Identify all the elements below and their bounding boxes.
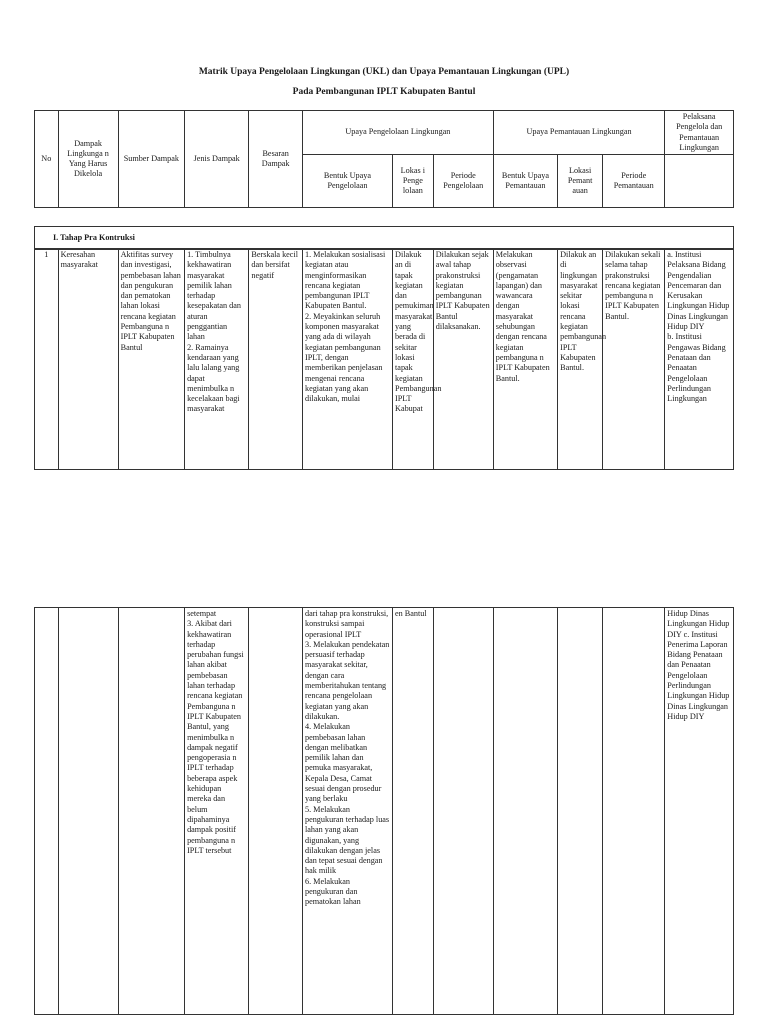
header-bentuk-pemantauan: Bentuk Upaya Pemantauan [493,155,557,208]
header-pelaksana-blank [665,155,734,208]
cell-lokasi-pengelolaan: en Bantul [393,608,434,1015]
header-bentuk-pengelolaan: Bentuk Upaya Pengelolaan [302,155,392,208]
table-row [35,249,734,470]
cell-periode-pengelolaan: Dilakukan sejak awal tahap prakonstruksi kegiatan pembangunan IPLT Kabupaten Bantul dilaksanakan. [433,249,493,470]
cell-jenis-dampak: 1. Timbulnya kekhawatiran masyarakat pemilik lahan terhadap kesepakatan dan aturan penggantian lahan 2. Ramainya kendaraan yang lalu lalang yang dapat menimbulka n kecelakaan bagi masyarakat [185,249,249,470]
cell-lokasi-pemantauan [558,608,603,1015]
document-subtitle: Pada Pembangunan IPLT Kabupaten Bantul [292,87,476,97]
cell-besaran-dampak: Berskala kecil dan bersifat negatif [249,249,303,470]
cell-bentuk-pemantauan: Melakukan observasi (pengamatan lapangan) dan wawancara dengan masyarakat sehubungan dengan rencana kegiatan pembanguna n IPLT Kabupaten Bantul. [493,249,557,470]
cell-bentuk-pengelolaan: 1. Melakukan sosialisasi kegiatan atau menginformasikan rencana kegiatan pembangunan IPLT Kabupaten Bantul. 2. Meyakinkan seluruh komponen masyarakat yang ada di wilayah kegiatan pembangunan IPLT, dengan memberikan penjelasan mengenai rencana kegiatan yang akan dilakukan, mulai [302,249,392,470]
header-ukl-group: Upaya Pengelolaan Lingkungan [302,111,493,155]
cell-periode-pemantauan [603,608,665,1015]
cell-jenis-dampak: setempat 3. Akibat dari kekhawatiran terhadap perubahan fungsi lahan akibat pembebasan lahan terhadap rencana kegiatan Pembanguna n IPLT Kabupaten Bantul, yang menimbulka n dampak negatif pengoperasia n IPLT terhadap beberapa aspek kehidupan mereka dan belum dipahaminya dampak positif pembanguna n IPLT tersebut [185,608,249,1015]
header-lokasi-pemantauan: Lokasi Pemant auan [558,155,603,208]
table-row [35,608,734,1015]
header-dampak: Dampak Lingkunga n Yang Harus Dikelola [58,111,118,208]
header-periode-pemantauan: Periode Pemantauan [603,155,665,208]
cell-pelaksana: Hidup Dinas Lingkungan Hidup DIY c. Institusi Penerima Laporan Bidang Penataan dan Penaatan Pengelolaan Perlindungan Lingkungan Hidup Dinas Lingkungan Hidup DIY [665,608,734,1015]
cell-bentuk-pemantauan [493,608,557,1015]
cell-dampak [58,608,118,1015]
cell-sumber-dampak: Aktifitas survey dan investigasi, pembebasan lahan dan pengukuran dan pematokan lahan lokasi rencana kegiatan Pembanguna n IPLT Kabupaten Bantul [118,249,184,470]
header-sumber-dampak: Sumber Dampak [118,111,184,208]
section-table [34,226,734,250]
matrix-row-table [34,248,734,470]
cell-lokasi-pemantauan: Dilakuk an di lingkungan masyarakat sekitar lokasi rencana kegiatan pembangunan IPLT Kabupaten Bantul. [558,249,603,470]
cell-no [35,608,59,1015]
section-heading: I. Tahap Pra Kontruksi [35,227,734,250]
matrix-row-continuation-table [34,607,734,1015]
header-periode-pengelolaan: Periode Pengelolaan [433,155,493,208]
cell-dampak: Keresahan masyarakat [58,249,118,470]
header-pelaksana: Pelaksana Pengelola dan Pemantauan Lingkungan [665,111,734,155]
cell-pelaksana: a. Institusi Pelaksana Bidang Pengendalian Pencemaran dan Kerusakan Lingkungan Hidup Dinas Lingkungan Hidup DIY b. Institusi Pengawas Bidang Penataan dan Penaatan Pengelolaan Perlindungan Lingkungan [665,249,734,470]
matrix-header-table [34,110,734,208]
cell-periode-pemantauan: Dilakukan sekali selama tahap prakonstruksi rencana kegiatan pembanguna n IPLT Kabupaten Bantul. [603,249,665,470]
cell-no: 1 [35,249,59,470]
cell-periode-pengelolaan [433,608,493,1015]
cell-besaran-dampak [249,608,303,1015]
header-lokasi-pengelolaan: Lokas i Penge lolaan [392,155,433,208]
header-jenis-dampak: Jenis Dampak [185,111,249,208]
header-upl-group: Upaya Pemantauan Lingkungan [493,111,665,155]
cell-bentuk-pengelolaan: dari tahap pra konstruksi, konstruksi sampai operasional IPLT 3. Melakukan pendekatan persuasif terhadap masyarakat sekitar, dengan cara memberitahukan tentang rencana pengelolaan kegiatan yang akan dilakukan. 4. Melakukan pembebasan lahan dengan melibatkan pemilik lahan dan pemuka masyarakat, Kepala Desa, Camat sesuai dengan prosedur yang berlaku 5. Melakukan pengukuran terhadap luas lahan yang akan digunakan, yang dilakukan dengan jelas dan tepat sesuai dengan hak milik 6. Melakukan pengukuran dan pematokan lahan [302,608,392,1015]
cell-lokasi-pengelolaan: Dilakuk an di tapak kegiatan dan pemukiman masyarakat yang berada di sekitar lokasi tapak kegiatan Pembangunan IPLT Kabupat [393,249,434,470]
header-no: No [35,111,59,208]
document-title: Matrik Upaya Pengelolaan Lingkungan (UKL) dan Upaya Pemantauan Lingkungan (UPL) [198,67,570,77]
cell-sumber-dampak [118,608,184,1015]
header-besaran-dampak: Besaran Dampak [249,111,303,208]
